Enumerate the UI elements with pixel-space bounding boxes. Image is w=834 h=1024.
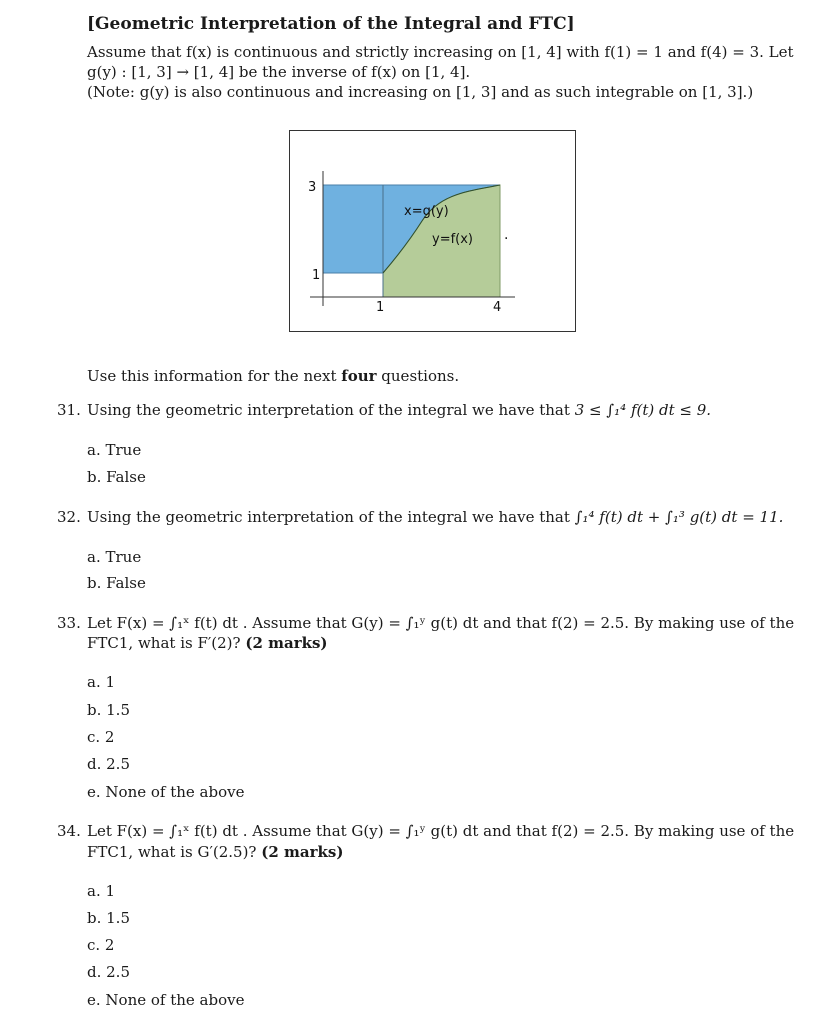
use-info-post: questions.	[376, 367, 460, 385]
q33-line2-pre: FTC1, what is F′(2)?	[87, 634, 246, 652]
integral-figure	[289, 130, 576, 332]
q32-math: ∫₁⁴ f(t) dt + ∫₁³ g(t) dt = 11.	[574, 508, 784, 526]
q33-option-e[interactable]: e. None of the above	[87, 783, 245, 801]
q32-number: 32.	[57, 508, 81, 526]
q34-line2-pre: FTC1, what is G′(2.5)?	[87, 843, 262, 861]
q34-option-c[interactable]: c. 2	[87, 936, 115, 954]
q34-option-d[interactable]: d. 2.5	[87, 963, 130, 981]
q34-option-a[interactable]: a. 1	[87, 882, 116, 900]
q32-text	[87, 507, 783, 527]
use-info	[87, 366, 459, 386]
q33-line2	[87, 633, 328, 653]
q34-line2	[87, 842, 343, 862]
tick-y3: 3	[308, 180, 317, 195]
intro-line-1: Assume that f(x) is continuous and strictly increasing on [1, 4] with f(1) = 1 and f(4) = 3. Let	[87, 43, 794, 61]
tick-x4: 4	[493, 300, 502, 315]
q31-number: 31.	[57, 401, 81, 419]
figure-svg	[290, 131, 575, 331]
q31-option-a[interactable]: a. True	[87, 441, 142, 459]
q31-math: 3 ≤ ∫₁⁴ f(t) dt ≤ 9.	[574, 401, 712, 419]
q34-number: 34.	[57, 822, 81, 840]
q34-option-b[interactable]: b. 1.5	[87, 909, 130, 927]
use-info-pre: Use this information for the next	[87, 367, 342, 385]
q31-text-pre: Using the geometric interpretation of the integral we have that	[87, 401, 575, 419]
q33-option-a[interactable]: a. 1	[87, 673, 116, 691]
tick-y1: 1	[312, 268, 321, 283]
q33-option-c[interactable]: c. 2	[87, 728, 115, 746]
q32-option-a[interactable]: a. True	[87, 548, 142, 566]
q34-line1: Let F(x) = ∫₁ˣ f(t) dt . Assume that G(y) = ∫₁ʸ g(t) dt and that f(2) = 2.5. By making use of the	[87, 822, 795, 840]
tick-x1: 1	[376, 300, 385, 315]
label-g: x=g(y)	[404, 204, 449, 219]
q34-option-e[interactable]: e. None of the above	[87, 991, 245, 1009]
intro-line-2: g(y) : [1, 3] → [1, 4] be the inverse of f(x) on [1, 4].	[87, 63, 471, 81]
q32-text-pre: Using the geometric interpretation of the integral we have that	[87, 508, 575, 526]
q32-option-b[interactable]: b. False	[87, 574, 146, 592]
q33-marks: (2 marks)	[245, 634, 328, 652]
label-f: y=f(x)	[432, 232, 473, 247]
use-info-bold: four	[341, 367, 377, 385]
q31-text	[87, 400, 711, 420]
q33-option-b[interactable]: b. 1.5	[87, 701, 130, 719]
q31-option-b[interactable]: b. False	[87, 468, 146, 486]
q34-marks: (2 marks)	[261, 843, 344, 861]
page-title	[87, 14, 575, 34]
intro-line-3: (Note: g(y) is also continuous and increasing on [1, 3] and as such integrable on [1, 3].)	[87, 83, 754, 101]
dot-mark: ·	[504, 231, 509, 247]
q33-option-d[interactable]: d. 2.5	[87, 755, 130, 773]
q33-number: 33.	[57, 614, 81, 632]
title-text: [Geometric Interpretation of the Integral and FTC]	[87, 14, 575, 34]
q33-line1: Let F(x) = ∫₁ˣ f(t) dt . Assume that G(y) = ∫₁ʸ g(t) dt and that f(2) = 2.5. By making use of the	[87, 614, 795, 632]
